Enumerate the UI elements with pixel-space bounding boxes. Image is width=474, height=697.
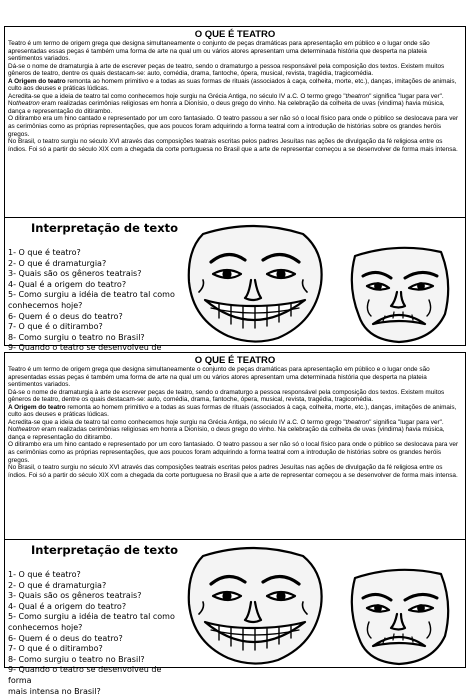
interpretation-title: Interpretação de texto — [31, 543, 179, 557]
worksheet-bottom — [4, 352, 466, 696]
question-item: conhecemos hoje? — [8, 300, 83, 310]
question-item: 7- O que é o ditirambo? — [8, 644, 103, 654]
question-item: conhecemos hoje? — [8, 622, 83, 632]
question-item: mais intensa no Brasil? — [8, 686, 101, 696]
theatre-masks-illustration — [183, 544, 463, 666]
paragraph-dramaturgy: Dá-se o nome de dramaturgia à arte de escrever peças de teatro, sendo o dramaturgo a pessoa responsável pela composição dos textos. Existem muitos gêneros de teatro, dentre os quais destacam-se: auto, comédia, drama, fantoche, ópera, musical, revista, tragédia, tragicomédia. — [8, 388, 445, 404]
question-item: 1- O que é teatro? — [8, 248, 81, 257]
question-item: 4- Qual é a origem do teatro? — [8, 601, 127, 611]
paragraph-brazil: No Brasil, o teatro surgiu no século XVI através das composições teatrais escritas pelos padres Jesuítas nas ações de divulgação da fé religiosa entre os índios. Foi só a partir do século XIX com a chegada da corte portuguesa no Brasil que a arte de representar começou a se desenvolver de forma mais intensa. — [8, 464, 458, 479]
question-list — [8, 248, 178, 365]
paragraph-ditirambo: O ditirambo era um hino cantado e representado por um coro fantasiado. O teatro passou a ser não só o local físico para onde o público se deslocava para ver as cerimônias como as próprias representações, que aos poucos foram adquirindo a forma teatral com a introdução de histórias sobre os grandes heróis gregos. — [8, 115, 459, 138]
reading-text — [5, 40, 465, 153]
question-item: 3- Quais são os gêneros teatrais? — [8, 591, 142, 601]
question-item: 8- Como surgiu o teatro no Brasil? — [8, 332, 145, 342]
paragraph-brazil: No Brasil, o teatro surgiu no século XVI através das composições teatrais escritas pelos padres Jesuítas nas ações de divulgação da fé religiosa entre os índios. Foi só a partir do século XIX com a chegada da corte portuguesa no Brasil que a arte de representar começou a se desenvolver de forma mais intensa. — [8, 138, 458, 153]
worksheet-title: O QUE É TEATRO — [194, 29, 276, 40]
paragraph-ditirambo: O ditirambo era um hino cantado e representado por um coro fantasiado. O teatro passou a ser não só o local físico para onde o público se deslocava para ver as cerimônias como as próprias representações, que aos poucos foram adquirindo a forma teatral com a introdução de histórias sobre os grandes heróis gregos. — [8, 441, 459, 464]
question-item: 6- Quem é o deus do teatro? — [8, 311, 123, 321]
question-item: 2- O que é dramaturgia? — [8, 580, 107, 590]
questions-section — [5, 217, 465, 353]
question-item: 9- Quando o teatro se desenvolveu de forma — [8, 665, 162, 685]
paragraph-origin: A Origem do teatro remonta ao homem primitivo e a todas as suas formas de rituais (associados à caça, colheita, morte, etc.), danças, imitações de animais, culto aos deuses e práticas lúdicas. — [8, 403, 457, 419]
tragedy-mask-icon — [352, 570, 448, 664]
paragraph-origin: A Origem do teatro remonta ao homem primitivo e a todas as suas formas de rituais (associados à caça, colheita, morte, etc.), danças, imitações de animais, culto aos deuses e práticas lúdicas. — [8, 77, 457, 93]
question-item: 1- O que é teatro? — [8, 570, 81, 579]
reading-text — [5, 366, 465, 479]
paragraph-definition: Teatro é um termo de origem grega que designa simultaneamente o conjunto de peças dramáticas para apresentação em público e o lugar onde são apresentadas essas peças é também uma forma de arte na qual um ou vários atores apresentam uma determinada história que desperta na plateia sentimentos variados. — [8, 40, 430, 63]
origin-heading: A Origem do teatro — [8, 77, 66, 85]
paragraph-dramaturgy: Dá-se o nome de dramaturgia à arte de escrever peças de teatro, sendo o dramaturgo a pessoa responsável pela composição dos textos. Existem muitos gêneros de teatro, dentre os quais destacam-se: auto, comédia, drama, fantoche, ópera, musical, revista, tragédia, tragicomédia. — [8, 62, 445, 78]
question-item: 5- Como surgiu a idéia de teatro tal como — [8, 612, 175, 622]
question-item: 4- Qual é a origem do teatro? — [8, 279, 127, 289]
worksheet-top — [4, 26, 466, 353]
question-item: 9- Quando o teatro se desenvolveu de — [8, 343, 162, 353]
question-item: 3- Quais são os gêneros teatrais? — [8, 269, 142, 279]
origin-heading: A Origem do teatro — [8, 403, 66, 411]
question-item: 5- Como surgiu a idéia de teatro tal como — [8, 290, 175, 300]
question-item: 2- O que é dramaturgia? — [8, 258, 107, 268]
paragraph-greece: Acredita-se que a ideia de teatro tal como conhecemos hoje surgiu na Grécia Antiga, no século IV a.C. O termo grego "theatron" significa "lugar para ver". Notheatron eram realizadas cerimônias religiosas em honra a Dionísio, o deus grego do vinho. Na celebração da colheita de uvas (vindima) havia música, dança e representação do ditirambo. — [8, 418, 445, 441]
question-item: 6- Quem é o deus do teatro? — [8, 633, 123, 643]
comedy-mask-icon — [189, 226, 322, 342]
question-item: 7- O que é o ditirambo? — [8, 322, 103, 332]
paragraph-greece: Acredita-se que a ideia de teatro tal como conhecemos hoje surgiu na Grécia Antiga, no século IV a.C. O termo grego "theatron" significa "lugar para ver". Notheatron eram realizadas cerimônias religiosas em honra a Dionísio, o deus grego do vinho. Na celebração da colheita de uvas (vindima) havia música, dança e representação do ditirambo. — [8, 92, 445, 115]
question-list — [8, 570, 178, 697]
worksheet-title: O QUE É TEATRO — [194, 355, 276, 366]
questions-section — [5, 539, 465, 696]
paragraph-definition: Teatro é um termo de origem grega que designa simultaneamente o conjunto de peças dramáticas para apresentação em público e o lugar onde são apresentadas essas peças é também uma forma de arte na qual um ou vários atores apresentam uma determinada história que desperta na plateia sentimentos variados. — [8, 366, 430, 389]
theatre-masks-illustration — [183, 222, 463, 344]
interpretation-title: Interpretação de texto — [31, 221, 179, 235]
tragedy-mask-icon — [352, 248, 448, 342]
question-item: 8- Como surgiu o teatro no Brasil? — [8, 654, 145, 664]
comedy-mask-icon — [189, 548, 322, 664]
